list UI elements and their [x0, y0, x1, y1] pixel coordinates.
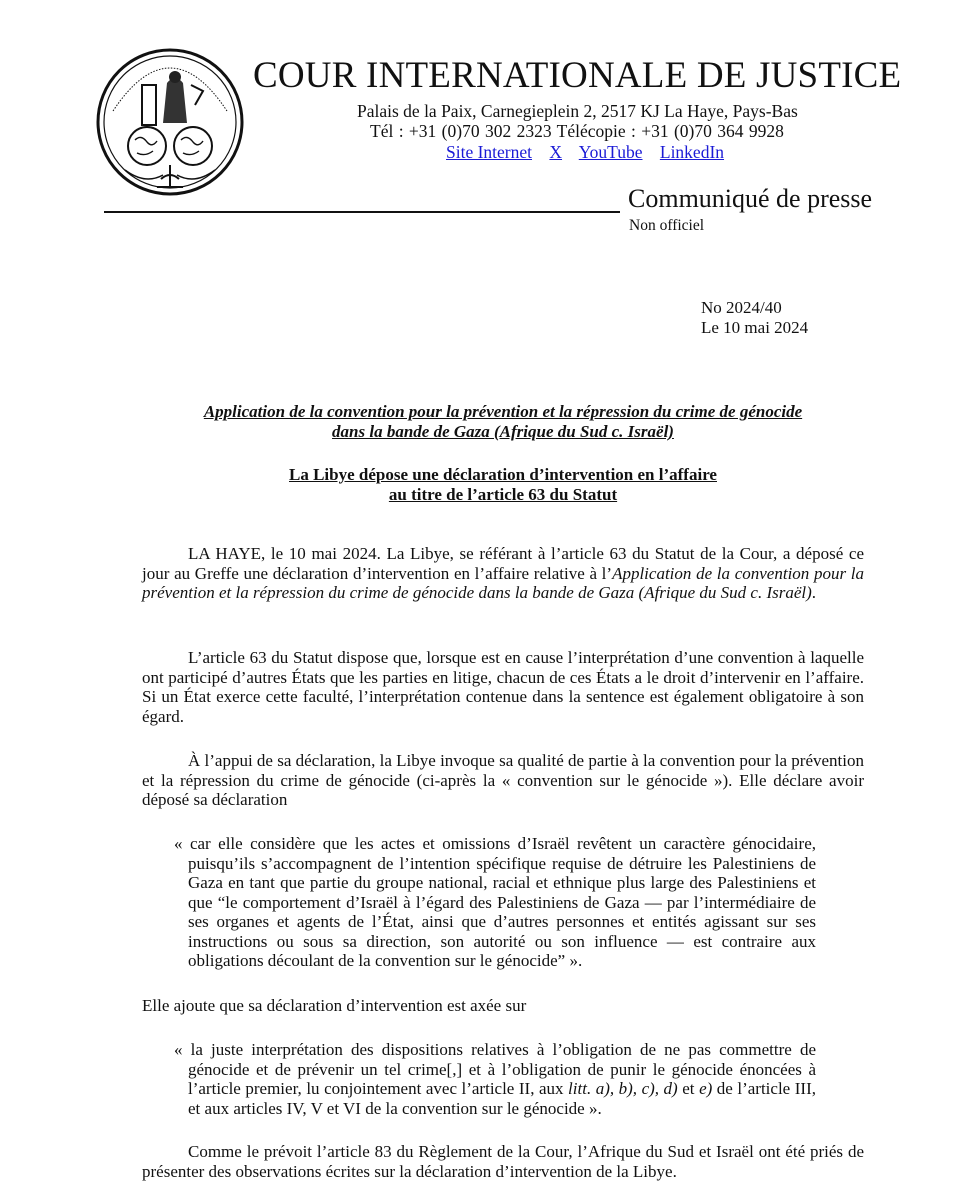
- quote2-e: e): [699, 1079, 713, 1098]
- link-linkedin[interactable]: LinkedIn: [659, 142, 725, 162]
- paragraph-1: [142, 544, 864, 603]
- court-seal-logo: [95, 45, 245, 200]
- p2-text: L’article 63 du Statut dispose que, lorsque est en cause l’interprétation d’une convention à laquelle ont participé d’autres États que les parties en litige, chacun de ces États a le droit d’intervenir en l’affaire. Si un État exerce cette faculté, l’interprétation contenue dans la sentence est également obligatoire à son égard.: [142, 648, 864, 726]
- subject-heading: [100, 465, 906, 505]
- quote2-text-a: « la juste interprétation des dispositions relatives à l’obligation de ne pas commettre de génocide et de prévenir un tel crime[,] et à l’obligation de punir le génocide énoncées à l’article premier, lu conjointement avec l’article II, aux: [174, 1040, 816, 1098]
- court-address: Palais de la Paix, Carnegieplein 2, 2517 KJ La Haye, Pays-Bas: [357, 101, 798, 121]
- header-rule: [104, 211, 620, 213]
- link-site-internet[interactable]: Site Internet: [446, 142, 533, 162]
- case-heading-line1: Application de la convention pour la prévention et la répression du crime de génocide: [203, 402, 803, 421]
- case-heading-line2: dans la bande de Gaza (Afrique du Sud c. Israël): [332, 422, 674, 441]
- case-heading: [100, 402, 906, 442]
- press-release-label: Communiqué de presse: [628, 184, 873, 213]
- header-links: [446, 142, 737, 163]
- link-youtube[interactable]: YouTube: [578, 142, 643, 162]
- link-x[interactable]: X: [549, 142, 563, 162]
- quote2-litt: litt. a), b), c), d): [568, 1079, 678, 1098]
- press-date: Le 10 mai 2024: [701, 318, 809, 337]
- p1-end: .: [811, 583, 817, 602]
- quote-1: [174, 834, 816, 971]
- press-reference: [701, 298, 808, 338]
- p1-text: LA HAYE, le 10 mai 2024. La Libye, se référant à l’article 63 du Statut de la Cour, a déposé ce jour au Greffe une déclaration d’intervention en l’affaire relative à l’: [142, 544, 864, 583]
- unofficial-label: Non officiel: [629, 217, 705, 234]
- court-phone: Tél : +31 (0)70 302 2323 Télécopie : +31 (0)70 364 9928: [370, 121, 784, 141]
- quote-2: [174, 1040, 816, 1118]
- paragraph-5: [142, 1142, 864, 1181]
- paragraph-4: [142, 996, 864, 1016]
- p4-text: Elle ajoute que sa déclaration d’intervention est axée sur: [142, 996, 527, 1015]
- p5-text: Comme le prévoit l’article 83 du Règlement de la Cour, l’Afrique du Sud et Israël ont été priés de présenter des observations écrites sur la déclaration d’intervention de la Libye.: [142, 1142, 864, 1181]
- paragraph-2: [142, 648, 864, 726]
- quote1-text: « car elle considère que les actes et omissions d’Israël revêtent un caractère génocidaire, puisqu’ils s’accompagnent de l’intention spécifique requise de détruire les Palestiniens de Gaza en tant que partie du groupe national, racial et ethnique plus large des Palestiniens et que “le comportement d’Israël à l’égard des Palestiniens de Gaza — par l’intermédiaire de ses organes et agents de l’État, ainsi que d’autres personnes et entités agissant sur ses instructions ou sous sa direction, son autorité ou son influence — est contraire aux obligations découlant de la convention sur le génocide” ».: [174, 834, 816, 970]
- quote2-et: et: [677, 1079, 700, 1098]
- press-number: No 2024/40: [701, 298, 782, 317]
- subject-heading-line2: au titre de l’article 63 du Statut: [388, 485, 618, 504]
- p3-text: À l’appui de sa déclaration, la Libye invoque sa qualité de partie à la convention pour la prévention et la répression du crime de génocide (ci-après la « convention sur le génocide »). Elle déclare avoir déposé sa déclaration: [142, 751, 864, 809]
- court-title: COUR INTERNATIONALE DE JUSTICE: [253, 55, 902, 96]
- p1-case-title: Application de la convention pour la prévention et la répression du crime de génocide dans la bande de Gaza (Afrique du Sud c. Israël): [142, 563, 865, 602]
- subject-heading-line1: La Libye dépose une déclaration d’intervention en l’affaire: [289, 465, 717, 484]
- paragraph-3: [142, 751, 864, 810]
- quote2-text-b: de l’article III, et aux articles IV, V et VI de la convention sur le génocide ».: [188, 1079, 816, 1118]
